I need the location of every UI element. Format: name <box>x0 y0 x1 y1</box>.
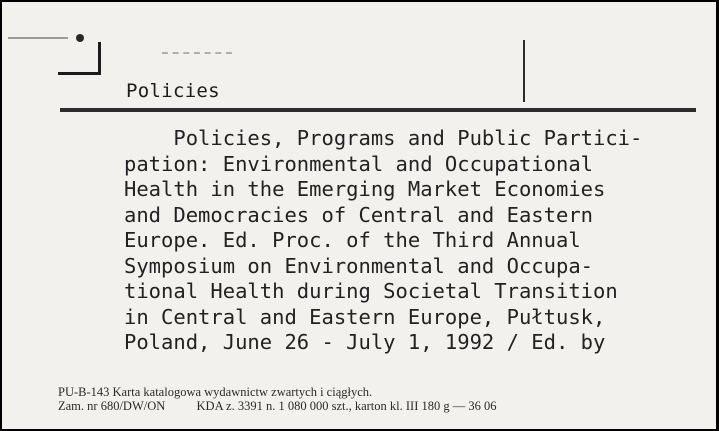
body-line: and Democracies of Central and Eastern <box>124 202 593 227</box>
body-line: tional Health during Societal Transition <box>124 279 618 303</box>
faint-bleed-through <box>242 6 622 16</box>
card-body <box>124 126 694 356</box>
footer-line-1: PU-B-143 Karta katalogowa wydawnictw zwartych i ciągłych. <box>58 385 373 399</box>
faint-dash-mark <box>162 52 232 62</box>
body-line: Policies, Programs and Public Partici- <box>124 126 643 150</box>
catalog-card <box>2 2 716 429</box>
body-line: Health in the Emerging Market Economies <box>124 177 606 201</box>
punch-mark <box>8 36 78 40</box>
body-line: Symposium on Environmental and Occupa- <box>124 253 593 278</box>
corner-bracket-mark <box>58 42 101 75</box>
body-line: pation: Environmental and Occupational <box>124 151 593 176</box>
vertical-divider <box>523 40 525 102</box>
body-line: in Central and Eastern Europe, Pułtusk, <box>124 304 606 329</box>
card-heading: Policies <box>126 80 220 102</box>
card-footer <box>58 385 708 413</box>
body-line: Europe. Ed. Proc. of the Third Annual <box>124 228 581 252</box>
heading-rule <box>60 108 696 112</box>
body-line: Poland, June 26 - July 1, 1992 / Ed. by <box>124 330 606 354</box>
footer-line-2: Zam. nr 680/DW/ON KDA z. 3391 n. 1 080 000 szt., karton kl. III 180 g — 36 06 <box>58 399 497 413</box>
